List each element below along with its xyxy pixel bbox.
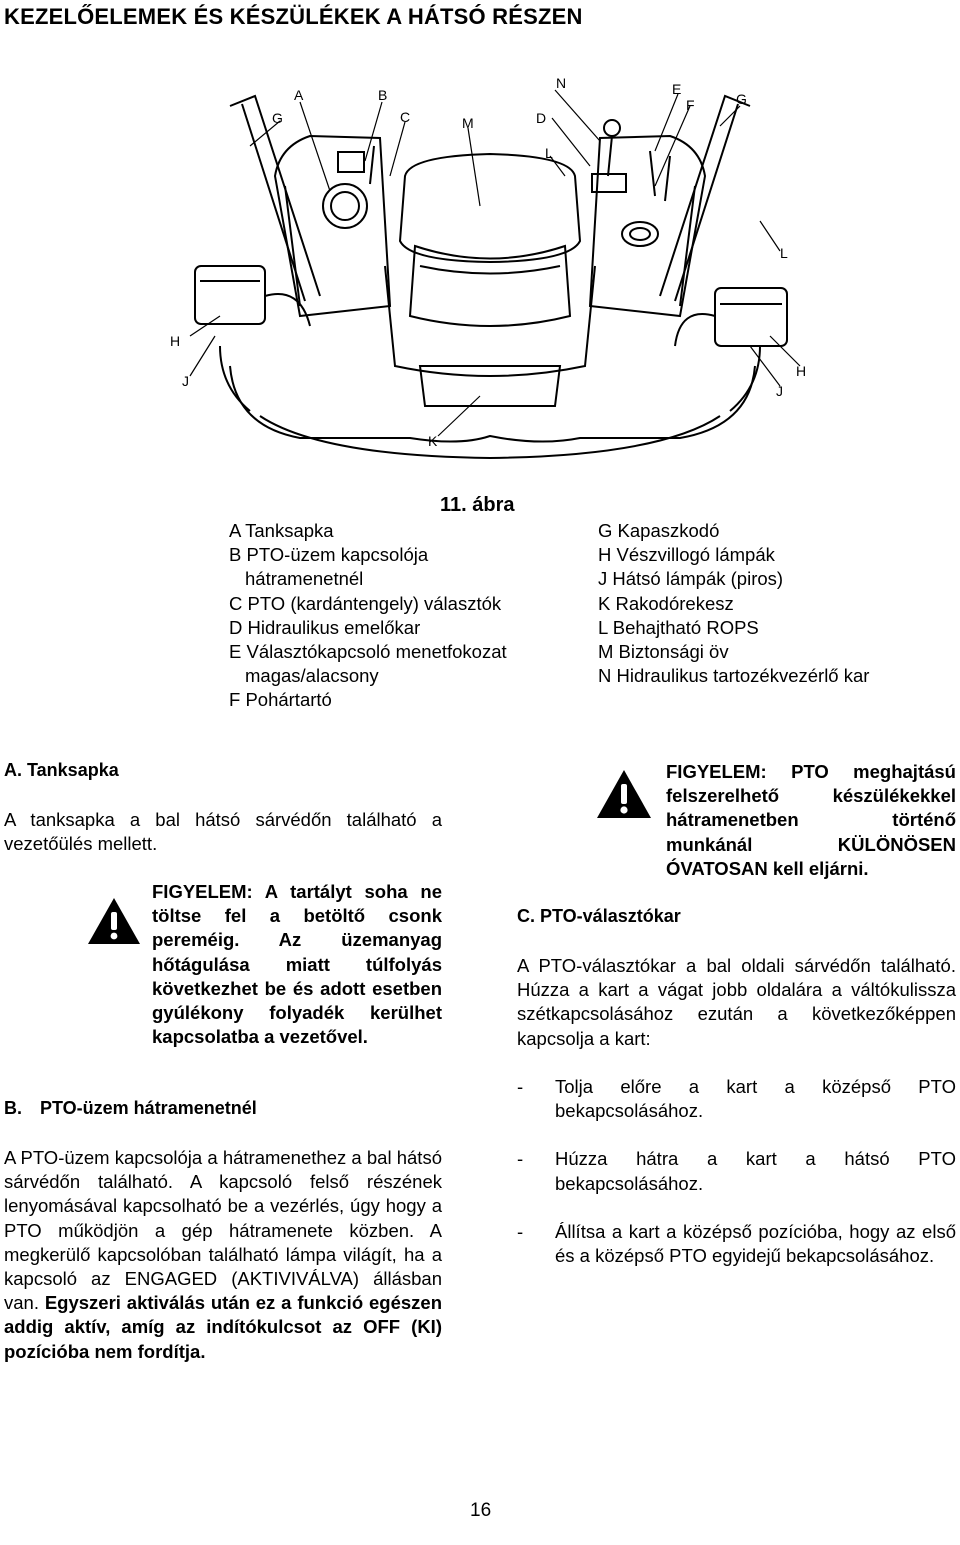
pto-reverse-warning: FIGYELEM: PTO meghajtású felszerelhető készülékekkel hátramenetben történő munkánál KÜLÖNÖSEN ÓVATOSAN kell eljárni. — [666, 761, 956, 879]
list-item — [517, 1075, 956, 1123]
legend-item: D Hidraulikus emelőkar — [229, 616, 421, 638]
legend-item: H Vészvillogó lámpák — [598, 544, 775, 566]
label-g-right: G — [736, 91, 747, 107]
label-a: A — [294, 87, 304, 103]
legend-item: M Biztonsági öv — [598, 641, 729, 663]
bullet-dash: - — [517, 1220, 524, 1242]
section-b-body — [4, 1146, 442, 1364]
section-c-heading: C. PTO-választókar — [517, 906, 681, 926]
legend-item: L Behajtható ROPS — [598, 616, 759, 638]
label-j-left: J — [182, 373, 189, 389]
label-f: F — [686, 97, 695, 113]
bullet-dash: - — [517, 1148, 524, 1170]
label-b: B — [378, 87, 388, 103]
label-m: M — [462, 115, 474, 131]
legend-item: A Tanksapka — [229, 520, 334, 541]
list-item — [517, 1220, 956, 1268]
list-item — [517, 1147, 956, 1195]
label-h-right: H — [796, 363, 807, 379]
page-title: KEZELŐELEMEK ÉS KÉSZÜLÉKEK A HÁTSÓ RÉSZEN — [4, 4, 583, 29]
legend-item: hátramenetnél — [245, 568, 364, 590]
label-e: E — [672, 81, 682, 97]
section-c-body: A PTO-választókar a bal oldali sárvédőn található. Húzza a kart a vágat jobb oldalára a váltókulissza szétkapcsolásához ezután a következőképpen kapcsolja a kart: — [517, 955, 956, 1049]
section-a-body: A tanksapka a bal hátsó sárvédőn található a vezetőülés mellett. — [4, 809, 442, 855]
section-b-body-normal: A PTO-üzem kapcsolója a hátramenethez a bal hátsó sárvédőn található. A kapcsoló felső részének lenyomásával kapcsolható be a vezérlés, úgy hogy a PTO működjön a gép hátramenete közben. A megkerülő kapcsolóban található lámpa világít, ha a kapcsoló az ENGAGED (AKTIVIVÁLVA) állásban van. — [4, 1147, 442, 1314]
legend-item: N Hidraulikus tartozékvezérlő kar — [598, 665, 870, 687]
bullet-dash: - — [517, 1076, 524, 1097]
label-j-right: J — [776, 383, 783, 399]
legend-item: K Rakodórekesz — [598, 592, 734, 614]
label-d: D — [536, 110, 547, 126]
legend-item: F Pohártartó — [229, 689, 332, 711]
legend-left — [229, 519, 507, 713]
legend-item: E Választókapcsoló menetfokozat — [229, 641, 507, 663]
section-b-body-bold: Egyszeri aktiválás után ez a funkció egészen addig aktív, amíg az indítókulcsot az OFF (KI) pozícióba nem fordítja. — [4, 1292, 442, 1362]
bullet-text: Húzza hátra a kart a hátsó PTO bekapcsolásához. — [555, 1148, 956, 1194]
label-l-small: L — [545, 145, 553, 161]
label-c: C — [400, 109, 411, 125]
section-b-heading: B. PTO-üzem hátramenetnél — [4, 1098, 257, 1118]
legend-item: G Kapaszkodó — [598, 520, 720, 541]
legend-item: J Hátsó lámpák (piros) — [598, 568, 784, 590]
section-a-heading: A. Tanksapka — [4, 760, 119, 780]
label-l: L — [780, 245, 788, 261]
section-a-warning: FIGYELEM: A tartályt soha ne töltse fel a betöltő csonk pereméig. Az üzemanyag hőtágulása miatt túlfolyás következhet be és adott esetben gyúlékony folyadék kerülhet kapcsolatba a vezetővel. — [152, 881, 442, 1048]
legend-item: magas/alacsony — [245, 665, 379, 687]
label-k: K — [428, 433, 438, 449]
page-number: 16 — [470, 1500, 492, 1521]
warning-icon — [86, 896, 142, 946]
legend-item: B PTO-üzem kapcsolója — [229, 544, 429, 566]
label-n: N — [556, 75, 567, 91]
label-h-left: H — [170, 333, 181, 349]
legend-right — [598, 519, 869, 688]
bullet-text: Állítsa a kart a középső pozícióba, hogy az első és a középső PTO egyidejű bekapcsolásához. — [555, 1220, 956, 1267]
label-g-left: G — [272, 110, 283, 126]
bullet-text: Tolja előre a kart a középső PTO bekapcsolásához. — [555, 1076, 956, 1122]
section-c-bullets — [517, 1075, 956, 1268]
figure-caption: 11. ábra — [440, 494, 515, 516]
legend-item: C PTO (kardántengely) választók — [229, 592, 502, 614]
warning-icon — [595, 768, 653, 820]
tractor-rear-diagram — [160, 66, 820, 496]
